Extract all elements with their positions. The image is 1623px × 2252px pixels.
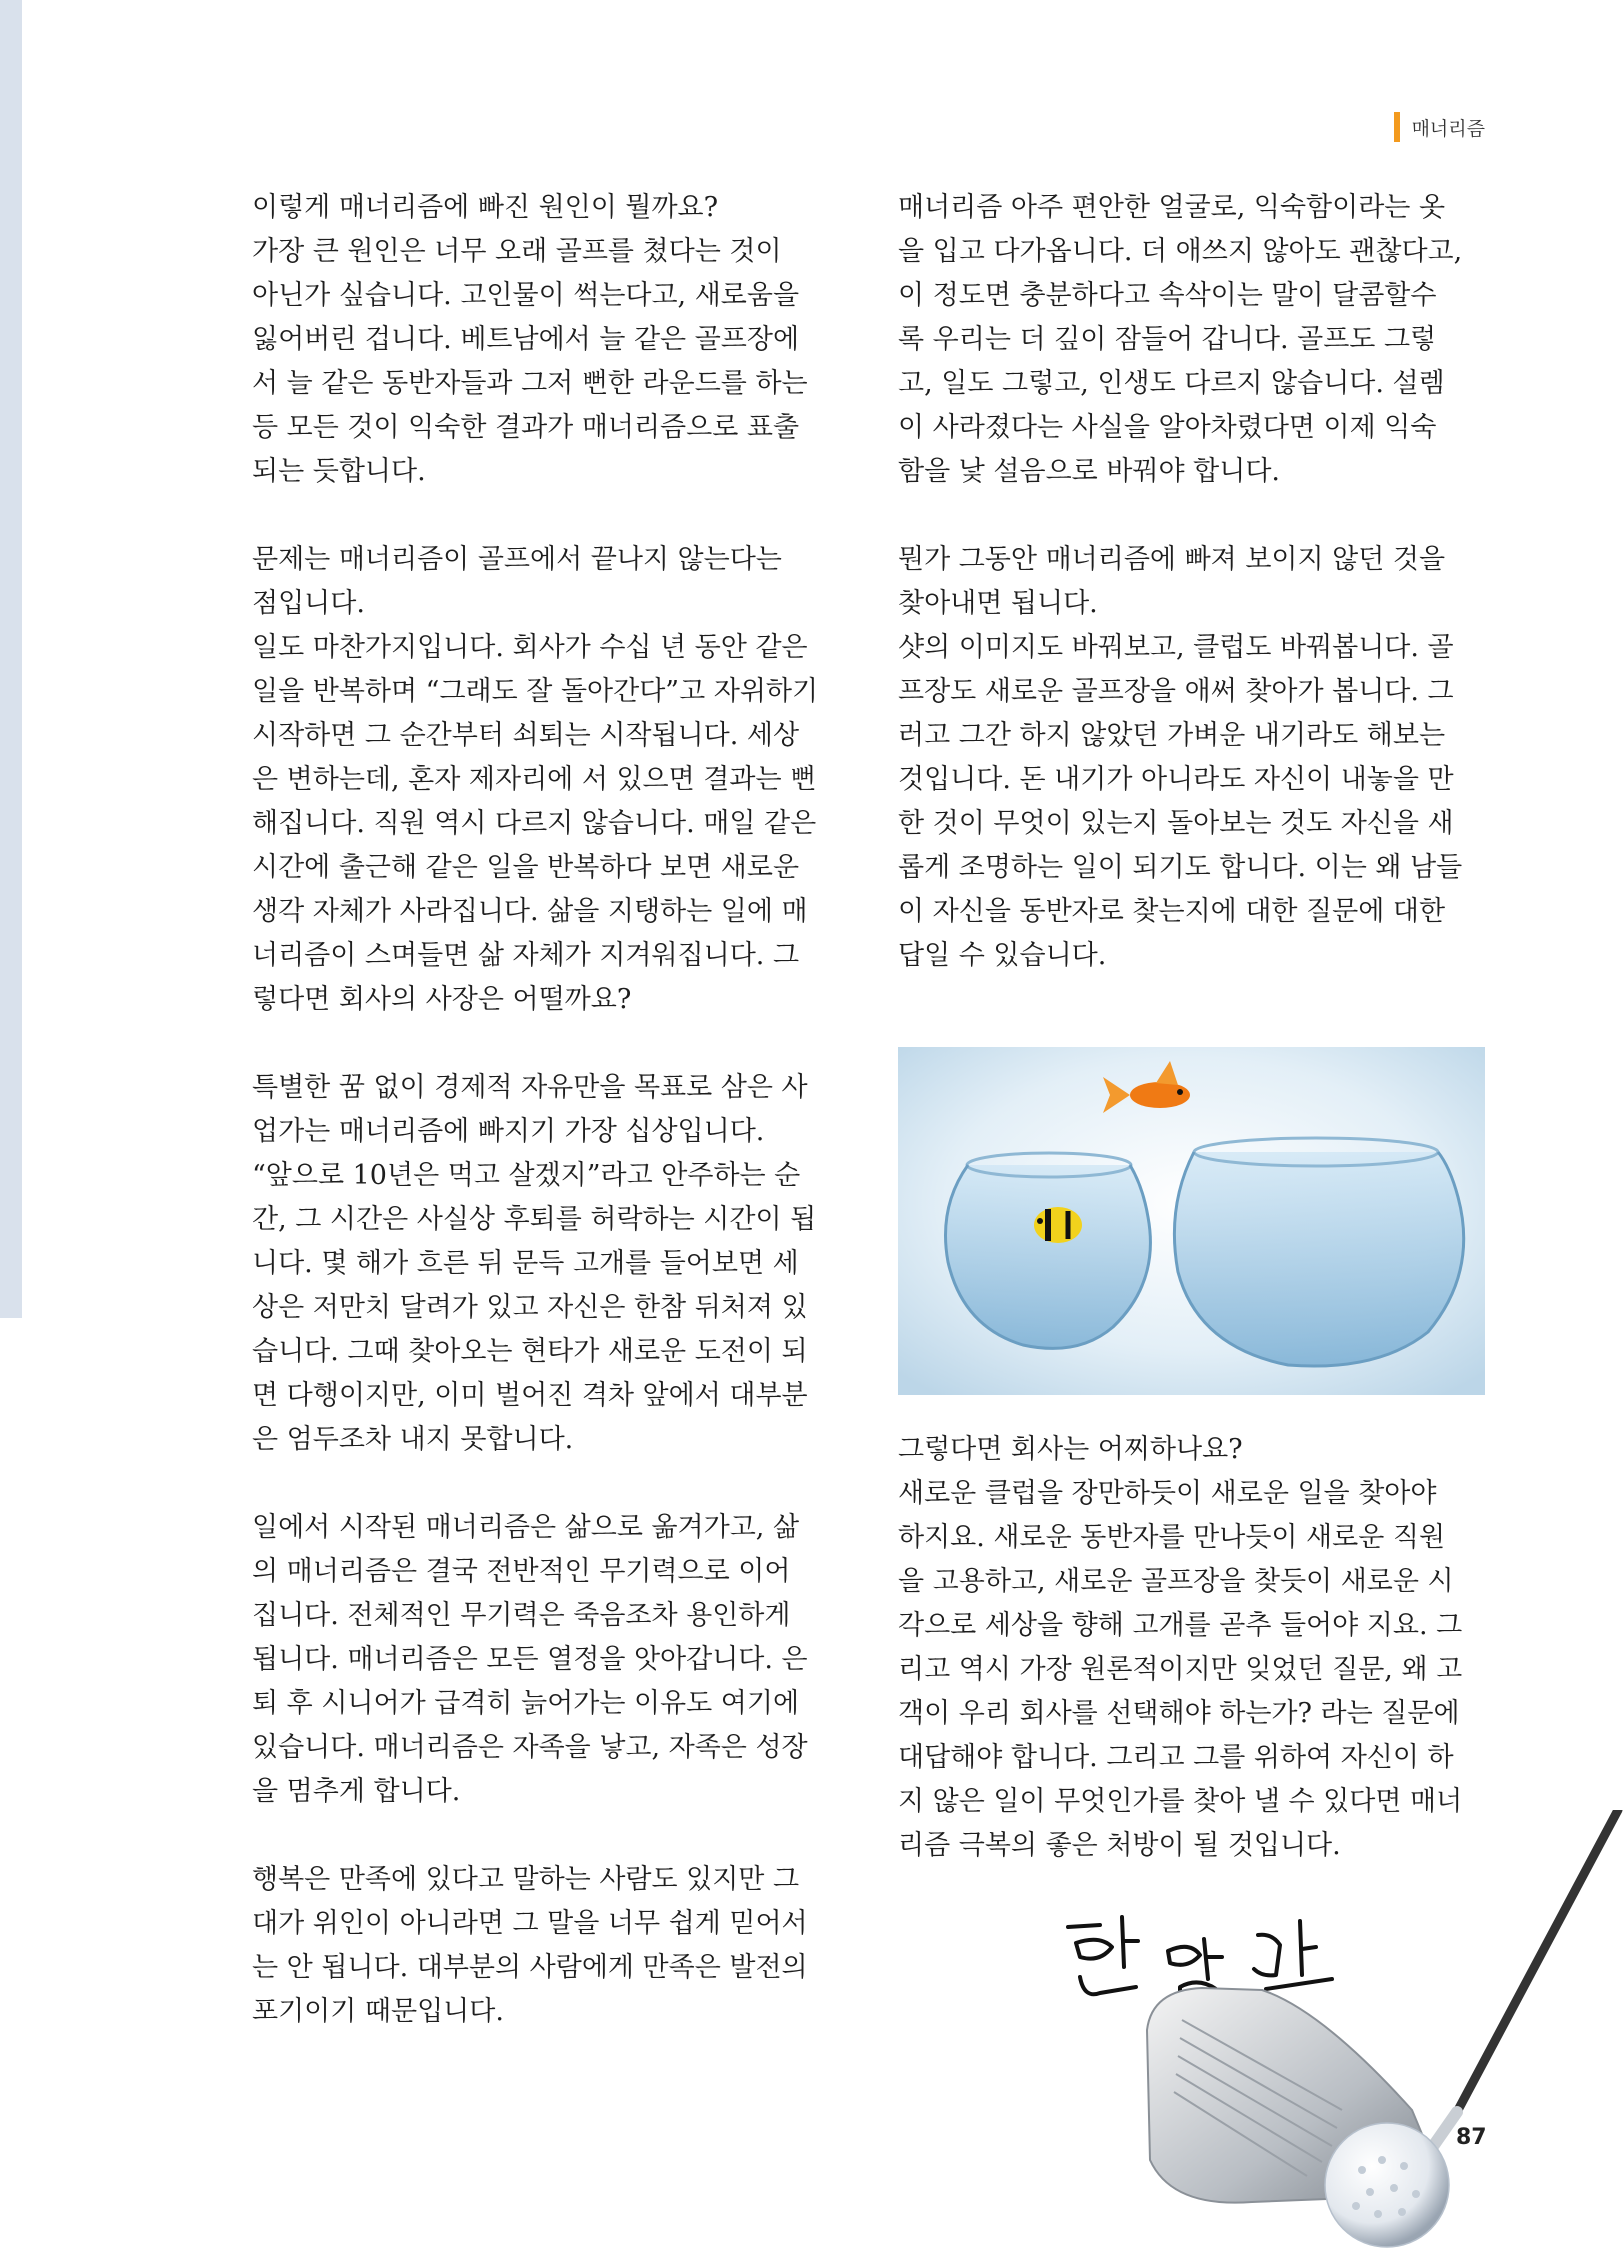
fishbowl-photo	[898, 1047, 1485, 1395]
large-bowl	[1174, 1138, 1463, 1366]
section-header	[1394, 112, 1485, 142]
page-number: 87	[1456, 2125, 1487, 2150]
right-column	[898, 186, 1485, 978]
side-color-strip	[0, 0, 22, 1318]
striped-fish-icon	[1034, 1207, 1082, 1243]
right-column-lower	[898, 1428, 1485, 1868]
paragraph: 행복은 만족에 있다고 말하는 사람도 있지만 그 대가 위인이 아니라면 그 말을 너무 쉽게 믿어서 는 안 됩니다. 대부분의 사람에게 만족은 발전의 포기이기 때문입니다.	[252, 1864, 808, 2027]
paragraph: 특별한 꿈 없이 경제적 자유만을 목표로 삼은 사 업가는 매너리즘에 빠지기 가장 십상입니다. “앞으로 10년은 먹고 살겠지”라고 안주하는 순 간, 그 시간은 사실상 후퇴를 허락하는 시간이 됩 니다. 몇 해가 흐른 뒤 문득 고개를 들어보면 세 상은 저만치 달려가 있고 자신은 한참 뒤처져 있 습니다. 그때 찾아오는 현타가 새로운 도전이 되 면 다행이지만, 이미 벌어진 격차 앞에서 대부분 은 엄두조차 내지 못합니다.	[252, 1072, 817, 1455]
small-bowl	[946, 1153, 1151, 1348]
paragraph: 그렇다면 회사는 어찌하나요? 새로운 클럽을 장만하듯이 새로운 일을 찾아야 하지요. 새로운 동반자를 만나듯이 새로운 직원 을 고용하고, 새로운 골프장을 찾듯이 새로운 시 각으로 세상을 향해 고개를 곧추 들어야 지요. 그 리고 역시 가장 원론적이지만 잊었던 질문, 왜 고 객이 우리 회사를 선택해야 하는가? 라는 질문에 대답해야 합니다. 그리고 그를 위하여 자신이 하 지 않은 일이 무엇인가를 찾아 낼 수 있다면 매너 리즘 극복의 좋은 처방이 될 것입니다.	[898, 1434, 1463, 1861]
header-accent-bar	[1394, 112, 1400, 142]
paragraph: 뭔가 그동안 매너리즘에 빠져 보이지 않던 것을 찾아내면 됩니다. 샷의 이미지도 바꿔보고, 클럽도 바꿔봅니다. 골 프장도 새로운 골프장을 애써 찾아가 봅니다. 그 러고 그간 하지 않았던 가벼운 내기라도 해보는 것입니다. 돈 내기가 아니라도 자신이 내놓을 만 한 것이 무엇이 있는지 돌아보는 것도 자신을 새 롭게 조명하는 일이 되기도 합니다. 이는 왜 남들 이 자신을 동반자로 찾는지에 대한 질문에 대한 답일 수 있습니다.	[898, 544, 1463, 971]
paragraph: 매너리즘 아주 편안한 얼굴로, 익숙함이라는 옷 을 입고 다가옵니다. 더 애쓰지 않아도 괜찮다고, 이 정도면 충분하다고 속삭이는 말이 달콤할수 록 우리는 더 깊이 잠들어 갑니다. 골프도 그렇 고, 일도 그렇고, 인생도 다르지 않습니다. 설렘 이 사라졌다는 사실을 알아차렸다면 이제 익숙 함을 낯 설음으로 바꿔야 합니다.	[898, 192, 1463, 487]
golf-club-and-ball	[1112, 1810, 1623, 2252]
paragraph: 문제는 매너리즘이 골프에서 끝나지 않는다는 점입니다. 일도 마찬가지입니다. 회사가 수십 년 동안 같은 일을 반복하며 “그래도 잘 돌아간다”고 자위하기 시작하면 그 순간부터 쇠퇴는 시작됩니다. 세상 은 변하는데, 혼자 제자리에 서 있으면 결과는 뻔 해집니다. 직원 역시 다르지 않습니다. 매일 같은 시간에 출근해 같은 일을 반복하다 보면 새로운 생각 자체가 사라집니다. 삶을 지탱하는 일에 매 너리즘이 스며들면 삶 자체가 지겨워집니다. 그 렇다면 회사의 사장은 어떨까요?	[252, 544, 819, 1015]
section-title: 매너리즘	[1411, 117, 1485, 140]
paragraph: 일에서 시작된 매너리즘은 삶으로 옮겨가고, 삶 의 매너리즘은 결국 전반적인 무기력으로 이어 집니다. 전체적인 무기력은 죽음조차 용인하게 됩니다. 매너리즘은 모든 열정을 앗아갑니다. 은 퇴 후 시니어가 급격히 늙어가는 이유도 여기에 있습니다. 매너리즘은 자족을 낳고, 자족은 성장 을 멈추게 합니다.	[252, 1512, 808, 1807]
paragraph: 이렇게 매너리즘에 빠진 원인이 뭘까요? 가장 큰 원인은 너무 오래 골프를 쳤다는 것이 아닌가 싶습니다. 고인물이 썩는다고, 새로움을 잃어버린 겁니다. 베트남에서 늘 같은 골프장에 서 늘 같은 동반자들과 그저 뻔한 라운드를 하는 등 모든 것이 익숙한 결과가 매너리즘으로 표출 되는 듯합니다.	[252, 192, 808, 487]
left-column	[252, 186, 837, 2034]
